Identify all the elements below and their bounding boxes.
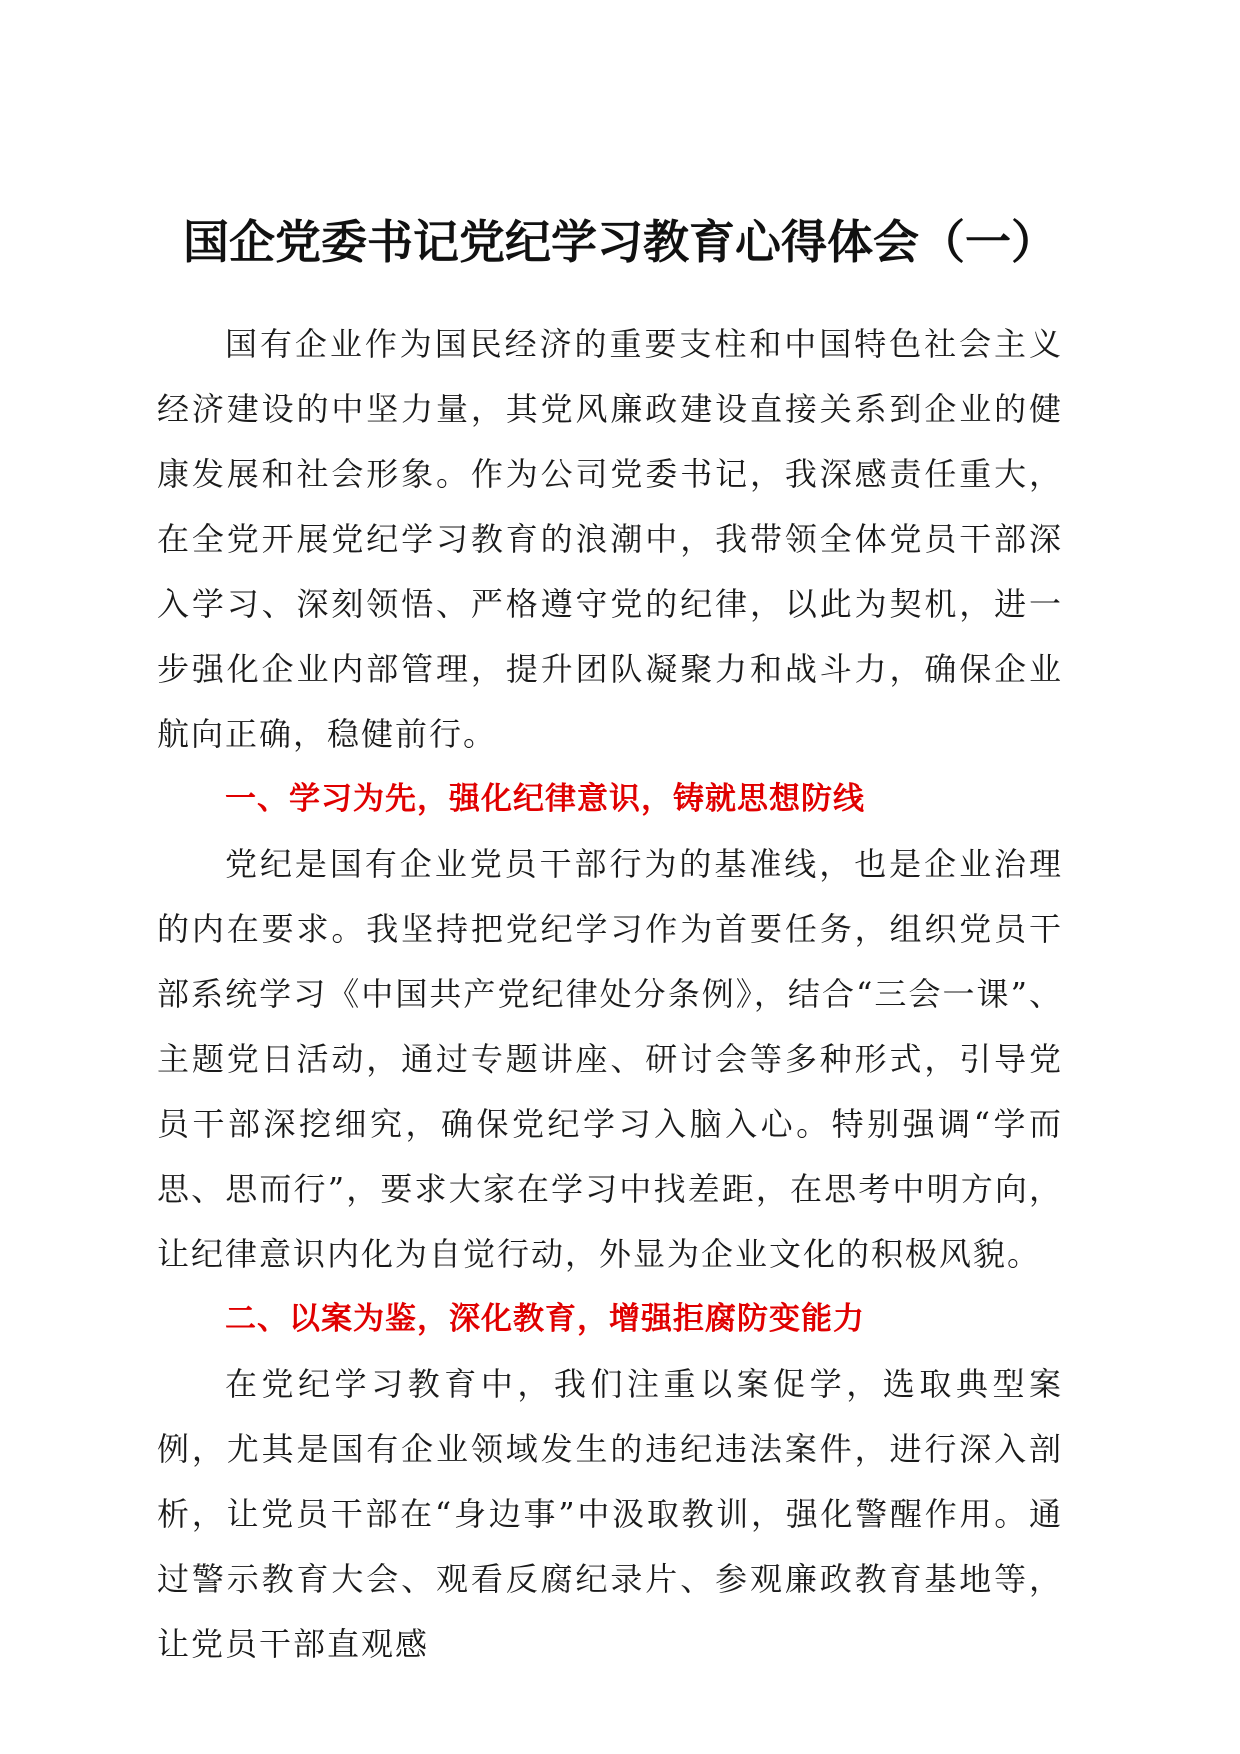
document-body xyxy=(157,312,1063,1677)
section-heading-1: 一、学习为先，强化纪律意识，铸就思想防线 xyxy=(225,781,865,817)
document-title: 国企党委书记党纪学习教育心得体会（一） xyxy=(183,215,1057,269)
intro-paragraph: 国有企业作为国民经济的重要支柱和中国特色社会主义经济建设的中坚力量，其党风廉政建设直接关系到企业的健康发展和社会形象。作为公司党委书记，我深感责任重大，在全党开展党纪学习教育的浪潮中，我带领全体党员干部深入学习、深刻领悟、严格遵守党的纪律，以此为契机，进一步强化企业内部管理，提升团队凝聚力和战斗力，确保企业航向正确，稳健前行。 xyxy=(157,325,1063,753)
section-body-1: 党纪是国有企业党员干部行为的基准线，也是企业治理的内在要求。我坚持把党纪学习作为首要任务，组织党员干部系统学习《中国共产党纪律处分条例》，结合“三会一课”、主题党日活动，通过专题讲座、研讨会等多种形式，引导党员干部深挖细究，确保党纪学习入脑入心。特别强调“学而思、思而行”，要求大家在学习中找差距，在思考中明方向，让纪律意识内化为自觉行动，外显为企业文化的积极风貌。 xyxy=(157,845,1063,1273)
section-body-2: 在党纪学习教育中，我们注重以案促学，选取典型案例，尤其是国有企业领域发生的违纪违法案件，进行深入剖析，让党员干部在“身边事”中汲取教训，强化警醒作用。通过警示教育大会、观看反腐纪录片、参观廉政教育基地等，让党员干部直观感 xyxy=(157,1365,1063,1663)
section-heading-2: 二、以案为鉴，深化教育，增强拒腐防变能力 xyxy=(225,1301,865,1337)
